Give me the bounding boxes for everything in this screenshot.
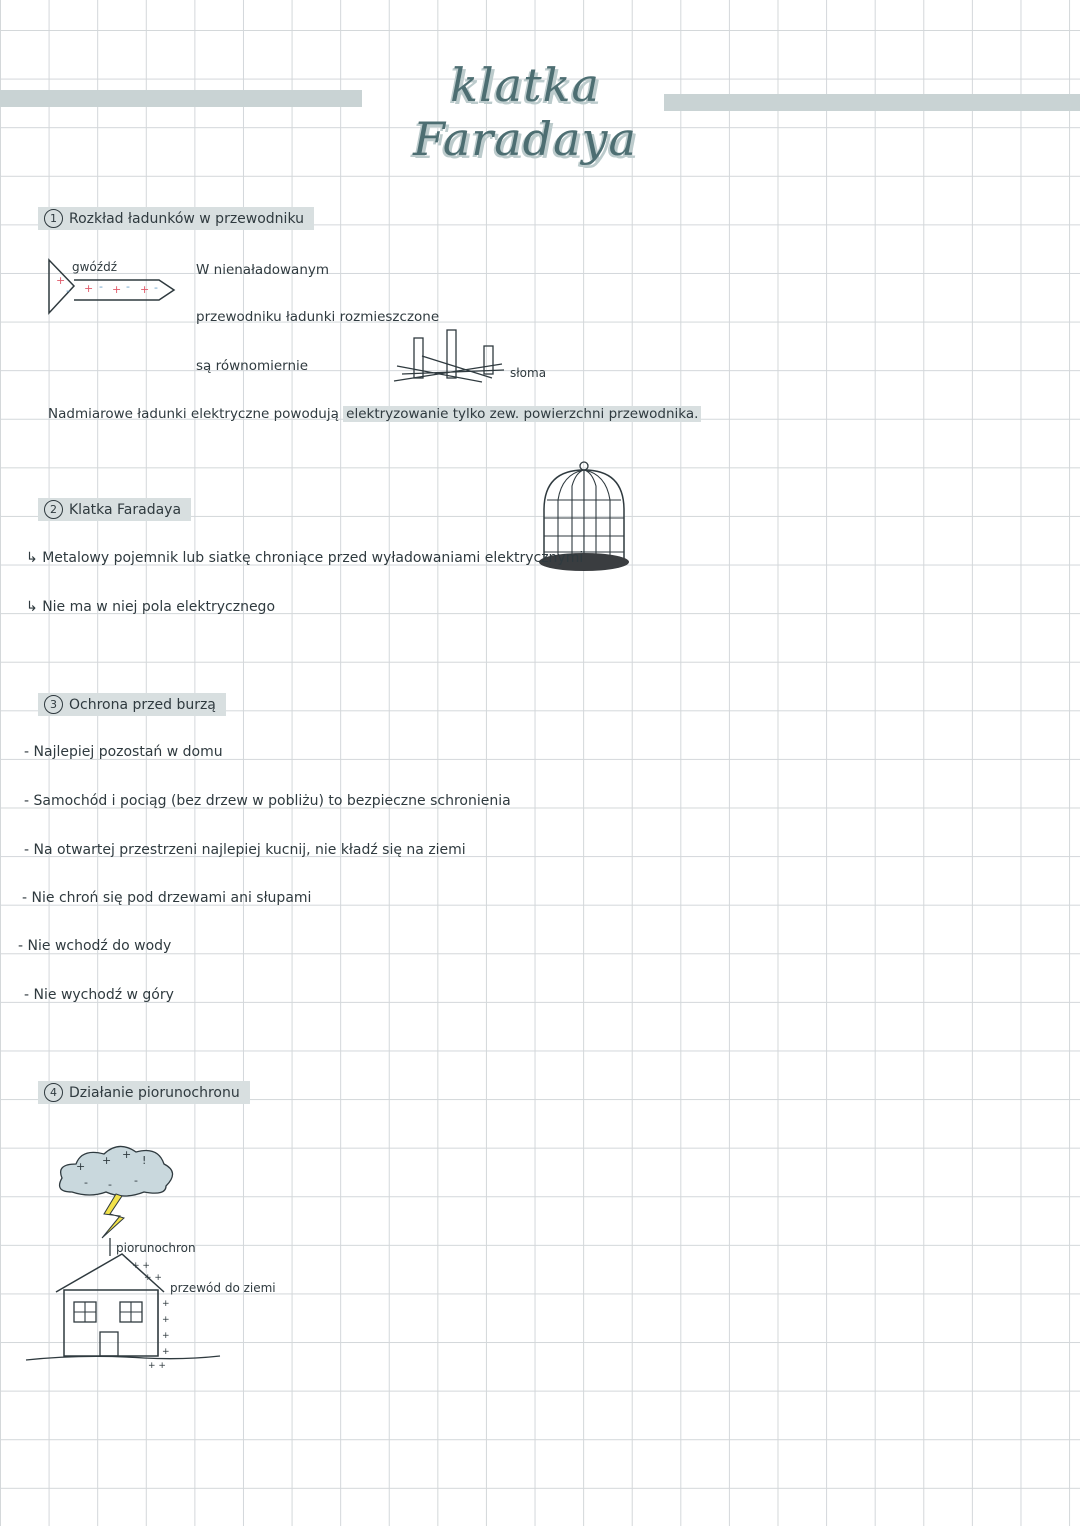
svg-text:-: -: [154, 281, 158, 294]
svg-text:+: +: [102, 1154, 112, 1167]
section-4-title: Działanie piorunochronu: [69, 1084, 240, 1101]
svg-text:+ +: + +: [132, 1261, 150, 1271]
section-1-number: 1: [44, 209, 63, 228]
section-1-title: Rozkład ładunków w przewodniku: [69, 210, 304, 227]
svg-text:-: -: [84, 1176, 88, 1189]
s3-item-3: - Na otwartej przestrzeni najlepiej kucnij, nie kładź się na ziemi: [24, 842, 466, 858]
svg-text:+: +: [162, 1315, 170, 1325]
section-3-title: Ochrona przed burzą: [69, 696, 216, 713]
rod-label: piorunochron: [116, 1241, 196, 1255]
section-2-number: 2: [44, 500, 63, 519]
section-3-number: 3: [44, 695, 63, 714]
svg-text:-: -: [134, 1174, 138, 1187]
svg-text:+: +: [76, 1160, 86, 1173]
title-bar-left: [0, 90, 362, 107]
s2-item-1: ↳ Metalowy pojemnik lub siatkę chroniące przed wyładowaniami elektrycznymi: [26, 550, 584, 566]
svg-text:+: +: [162, 1331, 170, 1341]
svg-text:-: -: [99, 280, 103, 293]
straw-illustration: [392, 326, 512, 386]
svg-text:+ +: + +: [148, 1361, 166, 1371]
svg-text:+: +: [162, 1347, 170, 1357]
section-3-heading: [38, 693, 226, 716]
svg-text:!: !: [142, 1154, 147, 1167]
s3-item-2: - Samochód i pociąg (bez drzew w pobliżu) to bezpieczne schronienia: [24, 793, 511, 809]
svg-text:+: +: [84, 282, 94, 295]
nail-label: gwóźdź: [72, 260, 117, 274]
svg-text:-: -: [126, 280, 130, 293]
svg-text:+: +: [140, 283, 150, 296]
s1-conclusion-highlight: elektryzowanie tylko zew. powierzchni przewodnika.: [343, 406, 701, 422]
s1-line-3: są równomiernie: [196, 358, 309, 374]
title-bar-right: [664, 94, 1080, 111]
svg-text:+: +: [112, 283, 122, 296]
s1-conclusion: [48, 406, 701, 422]
s3-item-4: - Nie chroń się pod drzewami ani słupami: [22, 890, 312, 906]
section-4-number: 4: [44, 1083, 63, 1102]
section-4-heading: [38, 1081, 250, 1104]
s3-item-6: - Nie wychodź w góry: [24, 987, 174, 1003]
s1-line-1: W nienaładowanym: [196, 262, 330, 278]
svg-text:+: +: [56, 274, 66, 287]
section-2-title: Klatka Faradaya: [69, 501, 182, 518]
straw-label: słoma: [510, 366, 547, 380]
s1-line-2: przewodniku ładunki rozmieszczone: [196, 309, 440, 325]
page-title: klatka Faradaya: [413, 58, 637, 166]
svg-text:-: -: [108, 1178, 112, 1191]
s1-conclusion-plain: Nadmiarowe ładunki elektryczne powodują: [48, 406, 339, 422]
section-2-heading: [38, 498, 191, 521]
wire-label: przewód do ziemi: [170, 1281, 276, 1295]
s3-item-5: - Nie wchodź do wody: [18, 938, 172, 954]
s3-item-1: - Najlepiej pozostań w domu: [24, 744, 223, 760]
svg-text:-: -: [66, 284, 70, 297]
svg-text:+ +: + +: [144, 1273, 162, 1283]
svg-text:+: +: [162, 1299, 170, 1309]
s2-item-2: ↳ Nie ma w niej pola elektrycznego: [26, 599, 276, 615]
svg-text:+: +: [122, 1148, 132, 1161]
section-1-heading: [38, 207, 314, 230]
